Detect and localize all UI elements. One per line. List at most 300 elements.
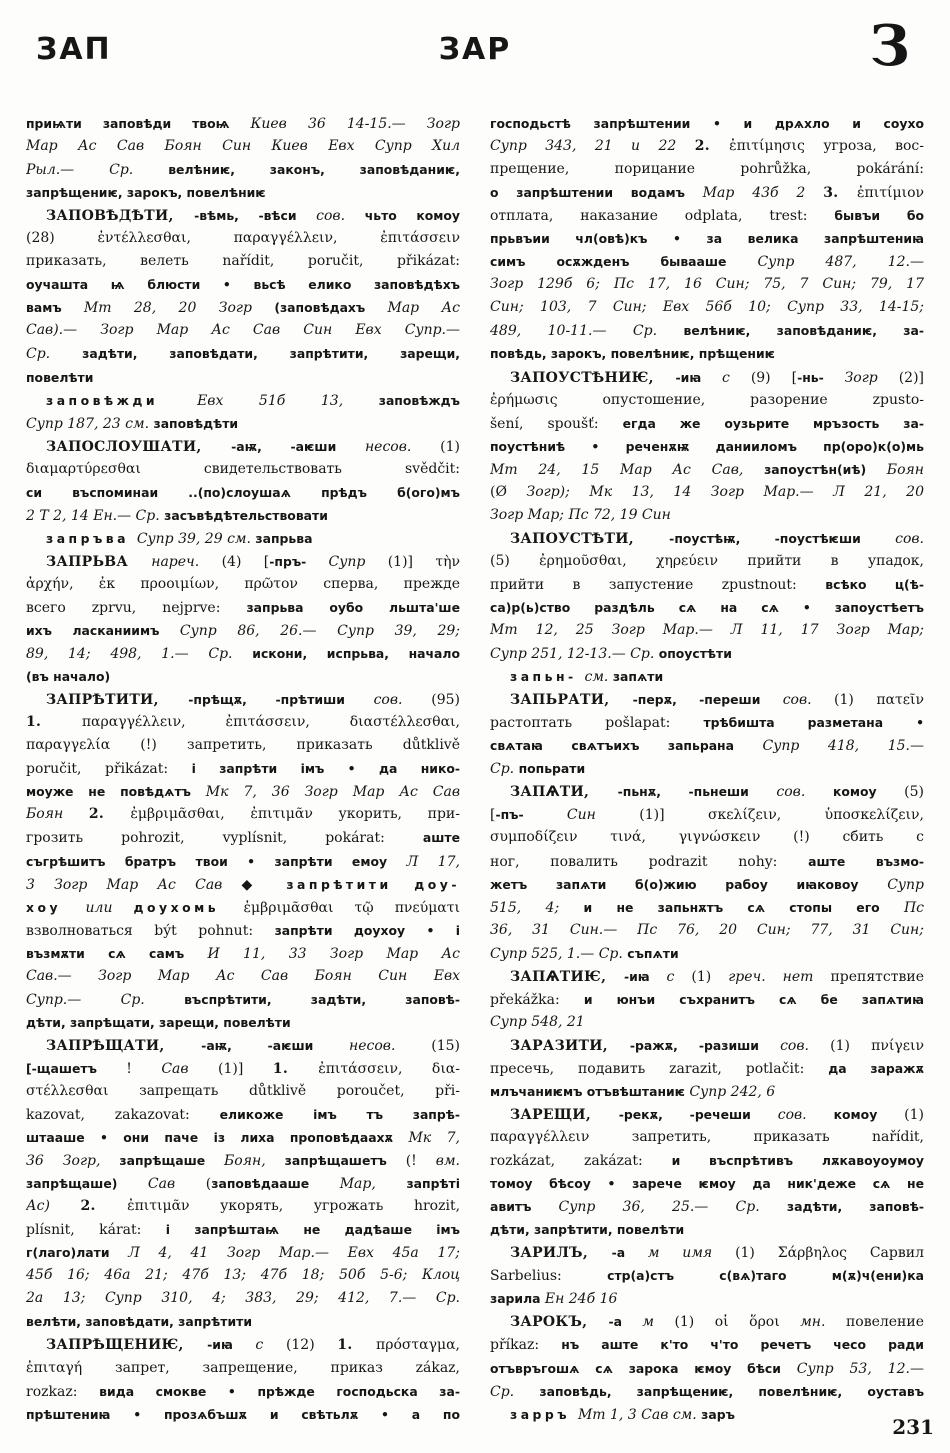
text-run: стр(а)стъ с(вѧ)таго м(ѫ)ч(ени)ка bbox=[607, 1268, 924, 1284]
dictionary-line bbox=[26, 1403, 460, 1426]
text-run: ЗАПЬРАТИ, bbox=[510, 692, 633, 709]
text-run: 1. bbox=[272, 1060, 319, 1077]
text-run: Супр 343, 21 и 22 bbox=[490, 138, 695, 155]
dictionary-line bbox=[490, 204, 924, 227]
text-run: заповѣдѣти bbox=[153, 415, 239, 431]
text-run: укорять, угрожать hrozit, bbox=[220, 1198, 460, 1215]
section-letter: З bbox=[869, 13, 910, 79]
text-run: еликоже імъ тъ запрѣ- bbox=[219, 1107, 460, 1123]
text-run: (1) bbox=[440, 438, 460, 455]
dictionary-line bbox=[490, 757, 924, 780]
text-run: сов. bbox=[776, 784, 833, 801]
text-run: Зогр bbox=[844, 369, 899, 386]
dictionary-line bbox=[26, 711, 460, 734]
dictionary-line bbox=[490, 458, 924, 481]
text-run: (1) bbox=[830, 1037, 872, 1054]
text-run: Мар, bbox=[339, 1176, 407, 1193]
text-run: Супр 242, 6 bbox=[689, 1083, 776, 1100]
dictionary-line bbox=[490, 1218, 924, 1241]
text-run: і запрѣштаѩ не дадѣаше імъ bbox=[165, 1222, 460, 1238]
text-run: вида смокве • прѣжде господьска за- bbox=[99, 1383, 460, 1399]
dictionary-line bbox=[26, 619, 460, 642]
text-run: искони, испрьва, начало bbox=[252, 646, 460, 662]
text-run: повѣдь, зарокъ, повелѣниѥ, прѣщениѥ bbox=[490, 346, 776, 362]
text-run: -иꙗ bbox=[623, 968, 667, 984]
text-run: господьстѣ запрѣштении • и дрѧхло и соухо bbox=[490, 116, 924, 131]
text-run: о запрѣштении водамъ bbox=[490, 185, 703, 201]
text-run: оучашта ѩ блюсти • вьсѣ елико заповѣдѣхъ bbox=[26, 277, 460, 293]
dictionary-line bbox=[490, 1034, 924, 1057]
text-run: πατεῖν bbox=[876, 692, 924, 709]
dictionary-line bbox=[490, 919, 924, 942]
text-run: і запрѣти імъ • да нико- bbox=[191, 761, 460, 777]
text-run: -пъ- bbox=[495, 807, 567, 823]
text-run: παραγγέλλειν, ἐπιτάσσειν, διαστέλλεσθαι, bbox=[81, 714, 460, 731]
dictionary-line bbox=[490, 1287, 924, 1310]
dictionary-line bbox=[490, 296, 924, 319]
text-run: Зогр 129б 6; Пс 17, 16 Син; 75, 7 Син; 79, 17 bbox=[490, 276, 924, 293]
text-run: заповѣждъ bbox=[378, 392, 460, 408]
text-run: всего zprvu, nejprve: bbox=[26, 599, 247, 616]
text-run: -а bbox=[611, 1245, 648, 1261]
text-run: (12) bbox=[285, 1337, 338, 1354]
text-run: вамъ bbox=[26, 300, 84, 316]
text-run: велѣти, заповѣдати, запрѣтити bbox=[26, 1314, 253, 1330]
text-run: (!) сбить с bbox=[793, 829, 924, 846]
text-run: Ср. bbox=[490, 761, 519, 778]
text-run: (1)] bbox=[639, 807, 708, 824]
text-run: съпѧти bbox=[627, 945, 679, 961]
dictionary-line bbox=[490, 227, 924, 250]
dictionary-line bbox=[26, 1011, 460, 1034]
text-run: překážka: bbox=[490, 991, 584, 1008]
text-run: Киев 36 14-15.— Зогр bbox=[250, 116, 460, 132]
text-run: -иꙗ bbox=[207, 1337, 256, 1353]
text-run: сов. bbox=[316, 208, 365, 225]
dictionary-line bbox=[26, 734, 460, 757]
dictionary-line bbox=[26, 688, 460, 711]
text-run: ЗАПОУСТѢТИ, bbox=[510, 530, 670, 547]
text-run: [-щашетъ bbox=[26, 1060, 127, 1076]
dictionary-line bbox=[26, 1172, 460, 1195]
dictionary-line bbox=[490, 642, 924, 665]
dictionary-line bbox=[490, 988, 924, 1011]
text-run: 36, 31 Син.— Пс 76, 20 Син; 77, 31 Син; bbox=[490, 921, 924, 938]
text-run: задѣти, заповѣ- bbox=[786, 1199, 924, 1215]
text-run: Л 17, bbox=[406, 853, 460, 870]
text-run: и въспрѣтивъ лѫкавоуоумоу bbox=[671, 1153, 924, 1169]
dictionary-line bbox=[490, 1126, 924, 1149]
text-run: (въ начало) bbox=[26, 669, 111, 685]
text-run: сперва, прежде bbox=[323, 575, 460, 592]
text-run: παραγγελία bbox=[26, 737, 141, 754]
text-run: (1) bbox=[735, 1245, 778, 1262]
text-run: 2 Т 2, 14 Ен.— Ср. bbox=[26, 507, 165, 524]
text-run: ἐπιτίμησις bbox=[729, 138, 824, 155]
text-run: Сав bbox=[147, 1176, 206, 1193]
text-run: (95) bbox=[431, 692, 460, 709]
text-run: см. bbox=[584, 669, 613, 686]
dictionary-line bbox=[26, 112, 460, 135]
left-column bbox=[26, 112, 460, 1426]
text-run: (9) [ bbox=[750, 369, 798, 386]
text-run: прещение, порицание pohrůžka, pokárání: bbox=[490, 161, 924, 178]
text-run: kazovat, zakazovat: bbox=[26, 1107, 220, 1124]
text-run: трѣбишта разметана • bbox=[703, 715, 924, 731]
dictionary-line bbox=[490, 112, 924, 135]
text-run: чьто комоу bbox=[364, 208, 460, 224]
text-run: запрѣти доухоу • і bbox=[274, 922, 460, 938]
text-run: Ас) bbox=[26, 1198, 81, 1215]
text-run: нареч. bbox=[151, 553, 222, 570]
dictionary-line bbox=[490, 1333, 924, 1356]
text-run: -вѣмь, -вѣси bbox=[194, 208, 317, 224]
text-run: příkaz: bbox=[490, 1337, 562, 1354]
text-run: запрьва bbox=[255, 530, 313, 546]
text-columns bbox=[26, 112, 924, 1426]
text-run: 515, 4; bbox=[490, 899, 584, 916]
text-run: греч. нет bbox=[728, 968, 831, 985]
text-run: запѧти bbox=[612, 669, 664, 685]
text-run: ἐπιτάσσειν, δια- bbox=[318, 1060, 460, 1077]
dictionary-line bbox=[26, 481, 460, 504]
text-run: ЗАПРѢТИТИ, bbox=[46, 692, 189, 709]
text-run: повеление bbox=[845, 1314, 924, 1331]
dictionary-line bbox=[490, 550, 924, 573]
dictionary-line bbox=[490, 1403, 924, 1426]
text-run: Мт 1, 3 Сав см. bbox=[577, 1406, 702, 1423]
text-run: вм. bbox=[435, 1153, 460, 1170]
text-run: ἐπιταγή bbox=[26, 1359, 115, 1376]
text-run: г(лаго)лати bbox=[26, 1245, 129, 1261]
text-run: (1) bbox=[691, 968, 729, 985]
text-run: Пс bbox=[903, 899, 924, 916]
dictionary-line bbox=[490, 435, 924, 458]
text-run: 45б 16; 46а 21; 47б 13; 47б 18; 50б 5-6; Клоц bbox=[26, 1267, 460, 1284]
text-run: запрет, запрещение, приказ zákaz, bbox=[114, 1359, 460, 1376]
running-head bbox=[26, 13, 924, 98]
text-run: σκελίζειν, ὑποσκελίζειν, bbox=[708, 807, 924, 824]
text-run: бывъи бо bbox=[834, 208, 924, 224]
text-run: сов. bbox=[895, 530, 924, 547]
text-run: Супр 525, 1.— Ср. bbox=[490, 945, 628, 962]
text-run: Ср. bbox=[26, 346, 83, 363]
text-run: И 11, 33 Зогр Мар Ас bbox=[207, 945, 460, 962]
text-run: Син; 103, 7 Син; Евх 56б 10; Супр 33, 14-15; bbox=[490, 299, 924, 316]
dictionary-line bbox=[26, 412, 460, 435]
text-run: Сав bbox=[161, 1060, 219, 1077]
dictionary-line bbox=[490, 181, 924, 204]
text-run: хоу bbox=[26, 899, 86, 915]
text-run: ихъ ласканиимъ bbox=[26, 623, 180, 639]
text-run: τὴν bbox=[435, 553, 460, 570]
text-run: запрѣщаше bbox=[119, 1153, 224, 1169]
text-run: запрѣщашетъ bbox=[284, 1153, 406, 1169]
text-run: запьн- bbox=[510, 669, 585, 685]
text-run: -аѭ, -аѥши bbox=[231, 438, 365, 454]
text-run: ЗАПОСЛОУШАТИ, bbox=[46, 438, 232, 455]
text-run: ЗАПОУСТѢНИѤ, bbox=[510, 369, 676, 386]
dictionary-line bbox=[490, 896, 924, 919]
dictionary-line bbox=[26, 158, 460, 181]
dictionary-line bbox=[490, 1011, 924, 1034]
text-run: свѧтаꙗ свѧтъихъ запьрана bbox=[490, 738, 763, 754]
text-run: дѣти, запрѣтити, повелѣти bbox=[490, 1222, 685, 1238]
text-run: Супр bbox=[887, 876, 924, 893]
text-run: στέλλεσθαι bbox=[26, 1082, 140, 1099]
text-run: Ср. bbox=[490, 1383, 540, 1400]
text-run: томоу бѣсоу • зарече ѥмоу да ник'деже сѧ не bbox=[490, 1176, 924, 1192]
text-run: запрѣщениѥ, зарокъ, повелѣниѥ bbox=[26, 185, 266, 201]
text-run: запрѣтити доу- bbox=[286, 876, 460, 892]
text-run: Супр 487, 12.— bbox=[757, 254, 924, 271]
dictionary-line bbox=[490, 481, 924, 504]
text-run: пресечь, подавить zarazit, potlačit: bbox=[490, 1060, 829, 1077]
text-run: Сарвил bbox=[869, 1245, 924, 1262]
text-run: Супр 39, 29 см. bbox=[136, 530, 256, 547]
text-run: συμποδίζειν τινά, γιγνώσκειν bbox=[490, 829, 794, 846]
dictionary-line bbox=[26, 780, 460, 803]
text-run: (1) bbox=[904, 1107, 924, 1124]
dictionary-line bbox=[26, 1241, 460, 1264]
text-run: сов. bbox=[777, 1107, 834, 1124]
text-run: ЗАРЕЩИ, bbox=[510, 1107, 619, 1124]
dictionary-line bbox=[490, 1149, 924, 1172]
text-run: сов. bbox=[373, 692, 432, 709]
text-run: Син bbox=[566, 807, 640, 824]
text-run: Мт 12, 25 Зогр Мар.— Л 11, 17 Зогр Мар; bbox=[490, 622, 924, 639]
dictionary-line bbox=[490, 619, 924, 642]
dictionary-line bbox=[26, 1195, 460, 1218]
text-run: ἐρήμωσις bbox=[490, 391, 603, 408]
text-run: запретить, приказать nařídit, bbox=[631, 1129, 924, 1146]
text-run: Мт 28, 20 Зогр bbox=[83, 300, 275, 317]
dictionary-line bbox=[490, 596, 924, 619]
text-run: сов. bbox=[780, 1037, 831, 1054]
text-run: Боян bbox=[886, 461, 924, 478]
text-run: запрѣті bbox=[406, 1176, 460, 1192]
text-run: жетъ запѧти б(о)жию рабоу иꙗковоу bbox=[490, 876, 888, 892]
dictionary-line bbox=[490, 1357, 924, 1380]
dictionary-line bbox=[490, 1195, 924, 1218]
text-run: запрѣщаше) bbox=[26, 1176, 148, 1192]
text-run: (2)] bbox=[898, 369, 924, 386]
text-run: (5) bbox=[490, 552, 540, 569]
text-run: са)р(ь)ство раздѣль сѧ на сѧ • запоустѣетъ bbox=[490, 599, 924, 615]
text-run: възмѫти сѧ самъ bbox=[26, 945, 208, 961]
dictionary-line bbox=[26, 273, 460, 296]
dictionary-line bbox=[26, 366, 460, 389]
text-run: Супр.— Ср. bbox=[26, 991, 185, 1008]
dictionary-line bbox=[26, 803, 460, 826]
dictionary-line bbox=[490, 527, 924, 550]
text-run: аште bbox=[422, 830, 460, 846]
text-run: ЗАПОВѢДѢТИ, bbox=[46, 208, 195, 225]
text-run: ЗАРАЗИТИ, bbox=[510, 1037, 630, 1054]
text-run: ἐπιτιμᾶν bbox=[127, 1198, 221, 1215]
dictionary-line bbox=[26, 504, 460, 527]
text-run: Рыл.— Ср. bbox=[26, 162, 169, 179]
text-run: 1. bbox=[337, 1337, 377, 1354]
text-run: Мар Ас Сав Боян Син Киев Евх Супр Хил bbox=[26, 138, 460, 155]
dictionary-line bbox=[490, 1310, 924, 1333]
dictionary-line bbox=[490, 965, 924, 988]
text-run: Боян, bbox=[224, 1153, 285, 1170]
text-run: Супр 53, 12.— bbox=[796, 1360, 924, 1377]
text-run: (заповѣдахъ bbox=[274, 300, 388, 316]
text-run: приказать, велеть nařídit, poručit, přikázat: bbox=[26, 253, 460, 270]
dictionary-line bbox=[26, 573, 460, 596]
text-run: Мт 24, 15 Мар Ас Сав, bbox=[490, 461, 765, 478]
text-run: велѣниѥ, заповѣданиѥ, за- bbox=[683, 323, 924, 339]
text-run: Боян bbox=[26, 806, 89, 823]
text-run: свидетельствовать svědčit: bbox=[203, 460, 460, 477]
dictionary-line bbox=[26, 1057, 460, 1080]
text-run: -перѫ, -переши bbox=[632, 692, 783, 708]
text-run: Ен 24б 16 bbox=[544, 1291, 618, 1308]
dictionary-line bbox=[26, 204, 460, 227]
text-run: ἐμβριμᾶσθαι, ἐπιτιμᾶν bbox=[130, 806, 339, 823]
text-run: ног, повалить podrazit nohy: bbox=[490, 853, 809, 870]
text-run: Супр bbox=[328, 553, 388, 570]
text-run: (28) bbox=[26, 230, 98, 247]
dictionary-line bbox=[490, 1380, 924, 1403]
running-head-center: ЗАР bbox=[438, 32, 512, 67]
text-run: аште възмо- bbox=[808, 853, 924, 869]
dictionary-line bbox=[26, 1218, 460, 1241]
text-run: заръ bbox=[701, 1406, 735, 1422]
dictionary-line bbox=[26, 458, 460, 481]
text-run: Супр 251, 12-13.— Ср. bbox=[490, 646, 659, 663]
text-run: егда же оузьрите мръзость за- bbox=[622, 415, 924, 431]
dictionary-line bbox=[490, 135, 924, 158]
text-run: (1)] bbox=[218, 1060, 273, 1077]
text-run: съгрѣшитъ братръ твои • запрѣти емоу bbox=[26, 853, 407, 869]
dictionary-line bbox=[26, 181, 460, 204]
dictionary-line bbox=[26, 642, 460, 665]
text-run: šení, spoušť: bbox=[490, 415, 623, 432]
text-run: запоустѣн(иѣ) bbox=[764, 461, 887, 477]
text-run: препятствие bbox=[830, 968, 924, 985]
text-run: Σάρβηλος bbox=[777, 1245, 870, 1262]
text-run: -иꙗ bbox=[675, 369, 723, 385]
text-run: ЗАПРЬВА bbox=[46, 553, 152, 570]
text-run: опоустѣти bbox=[658, 646, 732, 662]
text-run: ἀρχήν, ἐκ προοιμίων, πρῶτον bbox=[26, 575, 324, 592]
text-run: зарила bbox=[490, 1291, 545, 1307]
text-run: παραγγέλλειν bbox=[490, 1129, 632, 1146]
text-run: 3 Зогр Мар Ас Сав bbox=[26, 876, 242, 893]
dictionary-line bbox=[490, 734, 924, 757]
text-run: Супр 418, 15.— bbox=[762, 738, 924, 755]
dictionary-line bbox=[490, 873, 924, 896]
text-run: 2. bbox=[88, 806, 131, 823]
text-run: ЗАПРѢЩАТИ, bbox=[46, 1037, 202, 1054]
dictionary-line bbox=[490, 803, 924, 826]
text-run: си въспоминаи ..(по)слоушаѧ прѣдъ б(ого)мъ bbox=[26, 484, 460, 500]
text-run: 489, 10-11.— Ср. bbox=[490, 323, 684, 340]
text-run: Sarbelius: bbox=[490, 1268, 608, 1285]
text-run: Мар 43б 2 bbox=[702, 185, 824, 202]
text-run: -нь- bbox=[797, 369, 845, 385]
text-run: прийти в запустение zpustnout: bbox=[490, 576, 826, 593]
dictionary-line bbox=[26, 435, 460, 458]
dictionary-line bbox=[490, 1080, 924, 1103]
dictionary-line bbox=[26, 596, 460, 619]
text-run: (5) bbox=[904, 784, 924, 801]
text-run: οἱ ὅροι bbox=[714, 1314, 801, 1331]
page-number: 231 bbox=[892, 1415, 934, 1439]
dictionary-line bbox=[26, 550, 460, 573]
dictionary-line bbox=[490, 573, 924, 596]
text-run: комоу bbox=[832, 784, 905, 800]
text-run: -пьнѫ, -пьнеши bbox=[617, 784, 777, 800]
text-run: с bbox=[255, 1337, 286, 1354]
text-run: повелѣти bbox=[26, 369, 94, 385]
text-run: сов. bbox=[782, 692, 835, 709]
text-run: ЗАРОКЪ, bbox=[510, 1314, 609, 1331]
text-run: 36 Зогр, bbox=[26, 1153, 120, 1170]
text-run: взволноваться být pohnut: bbox=[26, 922, 275, 939]
text-run: 3. bbox=[823, 185, 858, 202]
text-run: м bbox=[642, 1314, 675, 1331]
text-run: нъ аште к'то ч'то речетъ чесо ради bbox=[561, 1337, 924, 1353]
dictionary-line bbox=[26, 135, 460, 158]
text-run: авитъ bbox=[490, 1199, 559, 1215]
right-column bbox=[490, 112, 924, 1426]
text-run: (Ø bbox=[490, 483, 527, 500]
text-run: отплата, наказание odplata, trest: bbox=[490, 208, 835, 225]
text-run: угроза, вос- bbox=[823, 138, 924, 155]
dictionary-line bbox=[26, 389, 460, 412]
text-run: мн. bbox=[800, 1314, 846, 1331]
text-run: млъчаниѥмъ отъвѣштаниѥ bbox=[490, 1083, 690, 1099]
dictionary-line bbox=[26, 965, 460, 988]
text-run: poručit, přikázat: bbox=[26, 761, 192, 778]
dictionary-line bbox=[26, 919, 460, 942]
text-run: 2. bbox=[694, 138, 730, 155]
dictionary-line bbox=[490, 250, 924, 273]
dictionary-line bbox=[26, 227, 460, 250]
dictionary-line bbox=[26, 527, 460, 550]
text-run: велѣниѥ, законъ, заповѣданиѥ, bbox=[168, 162, 460, 178]
text-run: и юнъи съхранитъ сѧ бе запѧтиꙗ bbox=[583, 991, 924, 1007]
text-run: ЗАПѦТИ, bbox=[510, 784, 618, 801]
text-run: ! bbox=[126, 1060, 162, 1077]
dictionary-line bbox=[26, 1380, 460, 1403]
dictionary-line bbox=[490, 389, 924, 412]
text-run: запръва bbox=[46, 530, 137, 546]
text-run: Супр 36, 25.— Ср. bbox=[558, 1199, 787, 1216]
text-run: дѣти, запрѣщати, зарещи, повелѣти bbox=[26, 1014, 291, 1030]
dictionary-line bbox=[490, 273, 924, 296]
dictionary-line bbox=[490, 1241, 924, 1264]
dictionary-line bbox=[26, 757, 460, 780]
text-run: засъвѣдѣтельствовати bbox=[164, 507, 328, 523]
text-run: (1)] bbox=[387, 553, 436, 570]
dictionary-line bbox=[26, 1264, 460, 1287]
dictionary-line bbox=[26, 873, 460, 896]
text-run: πνίγειν bbox=[871, 1037, 924, 1054]
text-run: или bbox=[85, 899, 134, 916]
text-run: 2. bbox=[80, 1198, 128, 1215]
text-run: Л 4, 41 Зогр Мар.— Евх 45а 17; bbox=[128, 1245, 460, 1262]
text-run: rozkázat, zakázat: bbox=[490, 1153, 672, 1170]
text-run: приѩти заповѣди твоѩ bbox=[26, 116, 251, 131]
text-run: 2а 13; Супр 310, 4; 383, 29; 412, 7.— Ср. bbox=[26, 1290, 460, 1307]
text-run: [ bbox=[490, 807, 496, 824]
dictionary-line bbox=[490, 366, 924, 389]
